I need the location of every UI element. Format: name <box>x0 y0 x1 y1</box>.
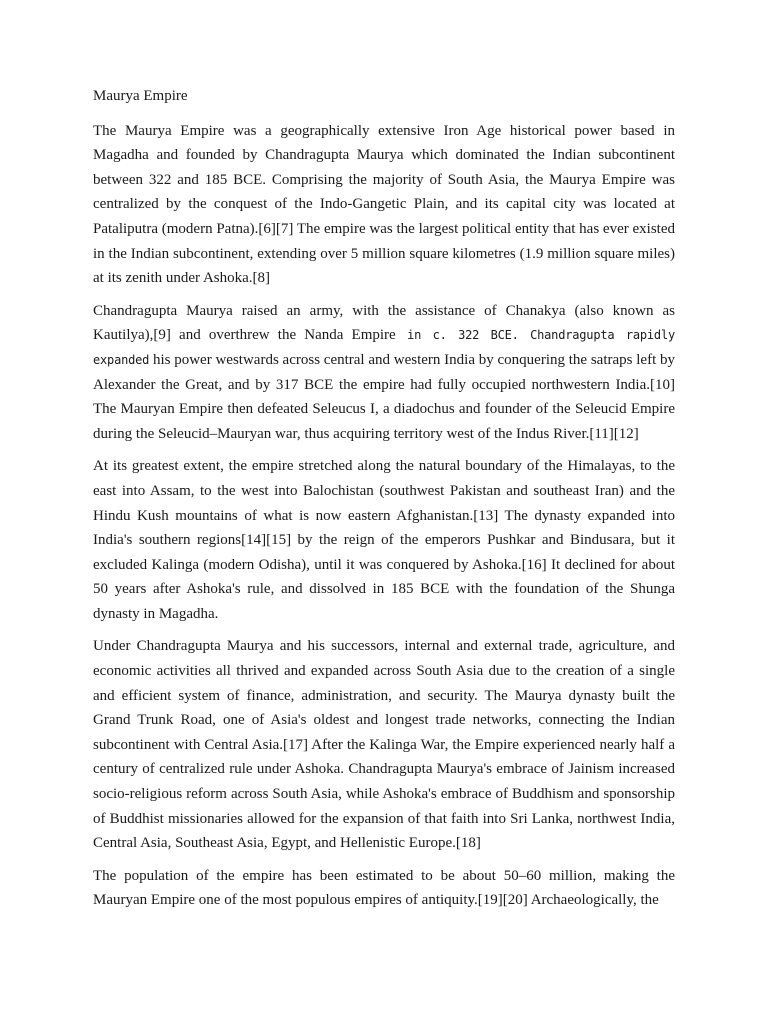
paragraph-text-segment: Chandragupta Maurya raised an army, with the assistance of Chanakya (also known as Kautilya),[9] and overthrew the Nanda Empire <box>93 302 675 344</box>
document-page <box>93 84 675 913</box>
paragraph-chandragupta <box>93 299 675 447</box>
document-title: Maurya Empire <box>93 88 188 104</box>
paragraph-extent: At its greatest extent, the empire stretched along the natural boundary of the Himalayas, to the east into Assam, to the west into Balochistan (southwest Pakistan and southeast Iran) and the Hindu Kush mountains of what is now eastern Afghanistan.[13] The dynasty expanded into India's southern regions[14][15] by the reign of the emperors Pushkar and Bindusara, but it excluded Kalinga (modern Odisha), until it was conquered by Ashoka.[16] It declined for about 50 years after Ashoka's rule, and dissolved in 185 BCE with the foundation of the Shunga dynasty in Magadha. <box>93 458 675 622</box>
paragraph-intro: The Maurya Empire was a geographically extensive Iron Age historical power based in Magadha and founded by Chandragupta Maurya which dominated the Indian subcontinent between 322 and 185 BCE. Comprising the majority of South Asia, the Maurya Empire was centralized by the conquest of the Indo-Gangetic Plain, and its capital city was located at Pataliputra (modern Patna).[6][7] The empire was the largest political entity that has ever existed in the Indian subcontinent, extending over 5 million square kilometres (1.9 million square miles) at its zenith under Ashoka.[8] <box>93 122 675 287</box>
paragraph-population: The population of the empire has been estimated to be about 50–60 million, making the Mauryan Empire one of the most populous empires of antiquity.[19][20] Archaeologically, the <box>93 867 675 909</box>
paragraph-text-segment-mono: in c. 322 BCE. Chandragupta rapidly expanded <box>93 328 675 367</box>
paragraph-text-segment: his power westwards across central and western India by conquering the satraps left by Alexander the Great, and by 317 BCE the empire had fully occupied northwestern India.[10] The Mauryan Empire then defeated Seleucus I, a diadochus and founder of the Seleucid Empire during the Seleucid–Mauryan war, thus acquiring territory west of the Indus River.[11][12] <box>93 351 675 442</box>
paragraph-economy: Under Chandragupta Maurya and his successors, internal and external trade, agriculture, and economic activities all thrived and expanded across South Asia due to the creation of a single and efficient system of finance, administration, and security. The Maurya dynasty built the Grand Trunk Road, one of Asia's oldest and longest trade networks, connecting the Indian subcontinent with Central Asia.[17] After the Kalinga War, the Empire experienced nearly half a century of centralized rule under Ashoka. Chandragupta Maurya's embrace of Jainism increased socio-religious reform across South Asia, while Ashoka's embrace of Buddhism and sponsorship of Buddhist missionaries allowed for the expansion of that faith into Sri Lanka, northwest India, Central Asia, Southeast Asia, Egypt, and Hellenistic Europe.[18] <box>93 638 675 852</box>
